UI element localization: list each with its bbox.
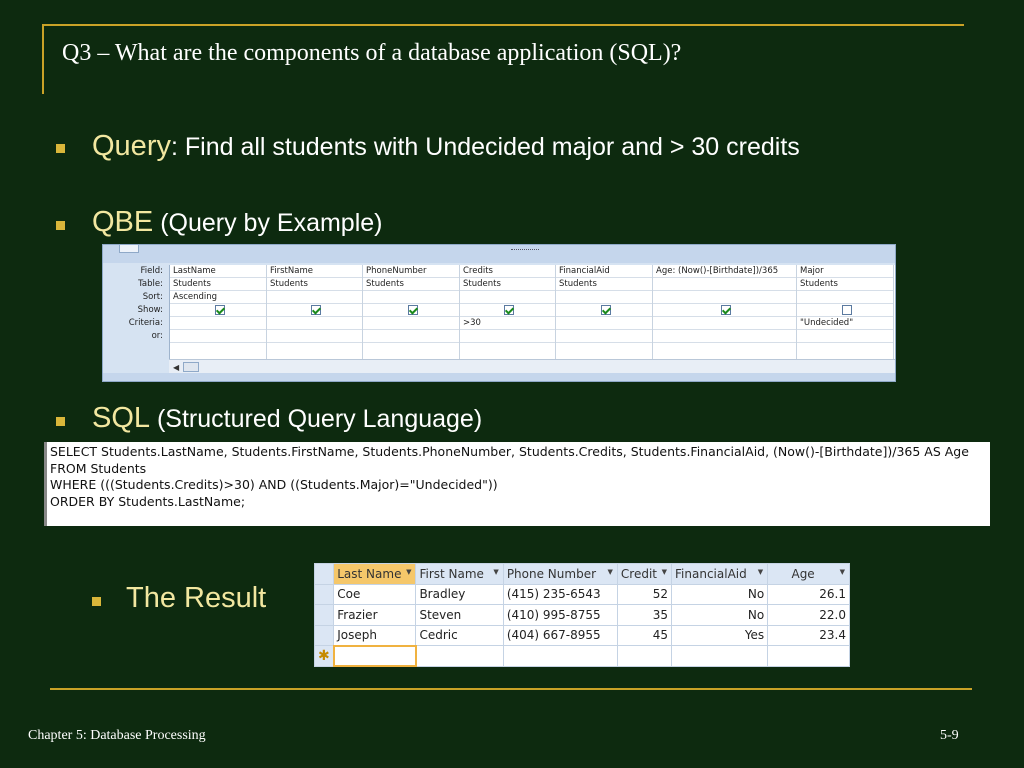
cell-financialaid[interactable]: No [672,605,768,626]
table-row[interactable] [315,605,850,626]
splitter-grip[interactable] [511,249,539,252]
cell-age[interactable]: 22.0 [768,605,850,626]
cell-age[interactable]: 26.1 [768,584,850,605]
datasheet-header-row [315,564,850,585]
show-checkbox[interactable] [408,305,418,315]
sql-line-select: SELECT Students.LastName, Students.FirstName, Students.PhoneNumber, Students.Credits, Students.FinancialAid, (Now()-[Birthdate])/365 AS Age [50,444,969,459]
cell-first-name[interactable]: Bradley [416,584,503,605]
column-header-last-name[interactable] [334,564,416,585]
qbe-sort-cell[interactable] [797,291,893,304]
qbe-table-cell[interactable]: Students [170,278,266,291]
header-label: Phone Number [506,566,597,581]
show-checkbox[interactable] [311,305,321,315]
sql-view-editor[interactable] [44,442,990,526]
bullet-marker [56,221,65,230]
cell-credit[interactable]: 52 [617,584,671,605]
bullet-query-term: Query [92,130,171,162]
header-label: Credit [620,566,658,581]
qbe-or-cell[interactable] [267,330,362,343]
footer-rule [50,688,972,690]
chevron-down-icon[interactable]: ▼ [839,568,845,576]
cell-financialaid[interactable]: Yes [672,625,768,646]
column-header-credit[interactable] [617,564,671,585]
bullet-qbe-text: (Query by Example) [153,209,383,237]
chevron-down-icon[interactable]: ▼ [607,568,613,576]
cell-phone-number[interactable]: (410) 995-8755 [503,605,617,626]
table-pane-strip [103,245,896,263]
qbe-sort-cell[interactable] [460,291,555,304]
bullet-sql-term: SQL [92,402,151,434]
qbe-columns [169,265,896,359]
bullet-marker [56,144,65,153]
qbe-or-cell[interactable] [653,330,796,343]
sql-line-from: FROM Students [50,460,147,476]
qbe-field-cell[interactable]: LastName [170,265,266,278]
qbe-sort-cell[interactable] [363,291,459,304]
cell-first-name[interactable]: Steven [416,605,503,626]
header-label: Age [791,566,815,581]
qbe-field-cell[interactable]: PhoneNumber [363,265,459,278]
new-record-cell[interactable] [503,646,617,667]
qbe-field-cell[interactable]: Major [797,265,893,278]
scroll-thumb[interactable] [183,362,199,372]
qbe-table-cell[interactable]: Students [267,278,362,291]
qbe-column-lastname[interactable] [170,265,267,359]
bullet-qbe [92,206,383,239]
column-header-first-name[interactable] [416,564,503,585]
show-checkbox[interactable] [601,305,611,315]
bullet-sql [92,402,482,435]
cell-last-name[interactable]: Joseph [334,625,416,646]
title-rule-left [42,24,44,94]
qbe-or-cell[interactable] [363,330,459,343]
qbe-sort-cell[interactable] [556,291,652,304]
select-all-cell[interactable] [315,564,334,585]
qbe-table-cell[interactable] [653,278,796,291]
scroll-left-arrow-icon[interactable]: ◀ [173,363,180,372]
qbe-column-credits[interactable] [460,265,556,359]
footer-page-number: 5-9 [940,728,959,743]
qbe-criteria-cell[interactable]: >30 [460,317,555,330]
qbe-criteria-cell[interactable] [556,317,652,330]
row-selector[interactable] [315,625,334,646]
row-selector[interactable] [315,584,334,605]
row-label-criteria: Criteria: [128,318,163,328]
qbe-or-cell[interactable] [460,330,555,343]
new-record-icon: ✱ [315,646,334,667]
table-row[interactable] [315,625,850,646]
qbe-or-cell[interactable] [797,330,893,343]
cell-financialaid[interactable]: No [672,584,768,605]
horizontal-scrollbar[interactable] [169,359,896,373]
qbe-table-cell[interactable]: Students [556,278,652,291]
column-header-age[interactable] [768,564,850,585]
bullet-query-text: : Find all students with Undecided major and > 30 credits [170,133,800,161]
cell-credit[interactable]: 35 [617,605,671,626]
table-row[interactable] [315,584,850,605]
qbe-column-financialaid[interactable] [556,265,653,359]
header-label: FinancialAid [675,566,747,581]
new-record-cell[interactable] [768,646,850,667]
qbe-criteria-cell[interactable] [363,317,459,330]
qbe-sort-cell[interactable] [267,291,362,304]
qbe-row-labels [103,265,167,343]
row-label-sort: Sort: [142,292,163,302]
result-datasheet [314,563,850,667]
qbe-column-age[interactable] [653,265,797,359]
bullet-result-term: The Result [126,582,267,614]
qbe-criteria-cell[interactable]: "Undecided" [797,317,893,330]
row-label-table: Table: [138,279,163,289]
new-record-cell[interactable] [672,646,768,667]
column-header-financialaid[interactable] [672,564,768,585]
qbe-table-cell[interactable]: Students [797,278,893,291]
new-record-cell[interactable] [334,646,416,667]
table-pane-stub [119,245,139,253]
row-label-show: Show: [137,305,163,315]
bullet-sql-text: (Structured Query Language) [150,405,483,433]
chevron-down-icon[interactable]: ▼ [757,568,764,576]
show-checkbox[interactable] [842,305,852,315]
qbe-or-cell[interactable] [170,330,266,343]
qbe-sort-cell[interactable]: Ascending [170,291,266,304]
chevron-down-icon[interactable]: ▼ [406,568,412,576]
qbe-column-firstname[interactable] [267,265,363,359]
bullet-marker [92,597,101,606]
cell-phone-number[interactable]: (404) 667-8955 [503,625,617,646]
qbe-column-phonenumber[interactable] [363,265,460,359]
new-record-cell[interactable] [416,646,503,667]
cell-first-name[interactable]: Cedric [416,625,503,646]
new-record-row[interactable] [315,646,850,667]
slide-title: Q3 – What are the components of a database application (SQL)? [62,40,682,66]
show-checkbox[interactable] [721,305,731,315]
qbe-table-cell[interactable]: Students [363,278,459,291]
qbe-column-major[interactable] [797,265,894,359]
cell-credit[interactable]: 45 [617,625,671,646]
title-rule-top [42,24,964,26]
qbe-field-cell[interactable]: FirstName [267,265,362,278]
row-selector[interactable] [315,605,334,626]
bullet-marker [56,417,65,426]
header-label: Last Name [337,566,402,581]
cell-last-name[interactable]: Frazier [334,605,416,626]
cell-phone-number[interactable]: (415) 235-6543 [503,584,617,605]
row-label-or: or: [151,331,163,341]
show-checkbox[interactable] [504,305,514,315]
qbe-criteria-cell[interactable] [170,317,266,330]
qbe-table-cell[interactable]: Students [460,278,555,291]
chevron-down-icon[interactable]: ▼ [493,568,499,576]
qbe-sort-cell[interactable] [653,291,796,304]
cell-age[interactable]: 23.4 [768,625,850,646]
new-record-cell[interactable] [617,646,671,667]
qbe-criteria-cell[interactable] [653,317,796,330]
bullet-qbe-term: QBE [92,206,154,238]
qbe-footer-strip [103,373,896,382]
qbe-field-cell[interactable]: Age: (Now()-[Birthdate])/365 [653,265,796,278]
column-header-phone-number[interactable] [503,564,617,585]
footer-chapter: Chapter 5: Database Processing [28,728,206,743]
row-label-field: Field: [140,266,163,276]
qbe-design-grid [102,244,896,382]
header-label: First Name [419,566,484,581]
bullet-query [92,130,800,163]
qbe-or-cell[interactable] [556,330,652,343]
qbe-criteria-cell[interactable] [267,317,362,330]
sql-line-orderby: ORDER BY Students.LastName; [50,493,246,509]
cell-last-name[interactable]: Coe [334,584,416,605]
chevron-down-icon[interactable]: ▼ [661,568,668,576]
sql-line-where: WHERE (((Students.Credits)>30) AND ((Students.Major)="Undecided")) [50,477,498,492]
qbe-field-cell[interactable]: Credits [460,265,555,278]
qbe-field-cell[interactable]: FinancialAid [556,265,652,278]
show-checkbox[interactable] [215,305,225,315]
